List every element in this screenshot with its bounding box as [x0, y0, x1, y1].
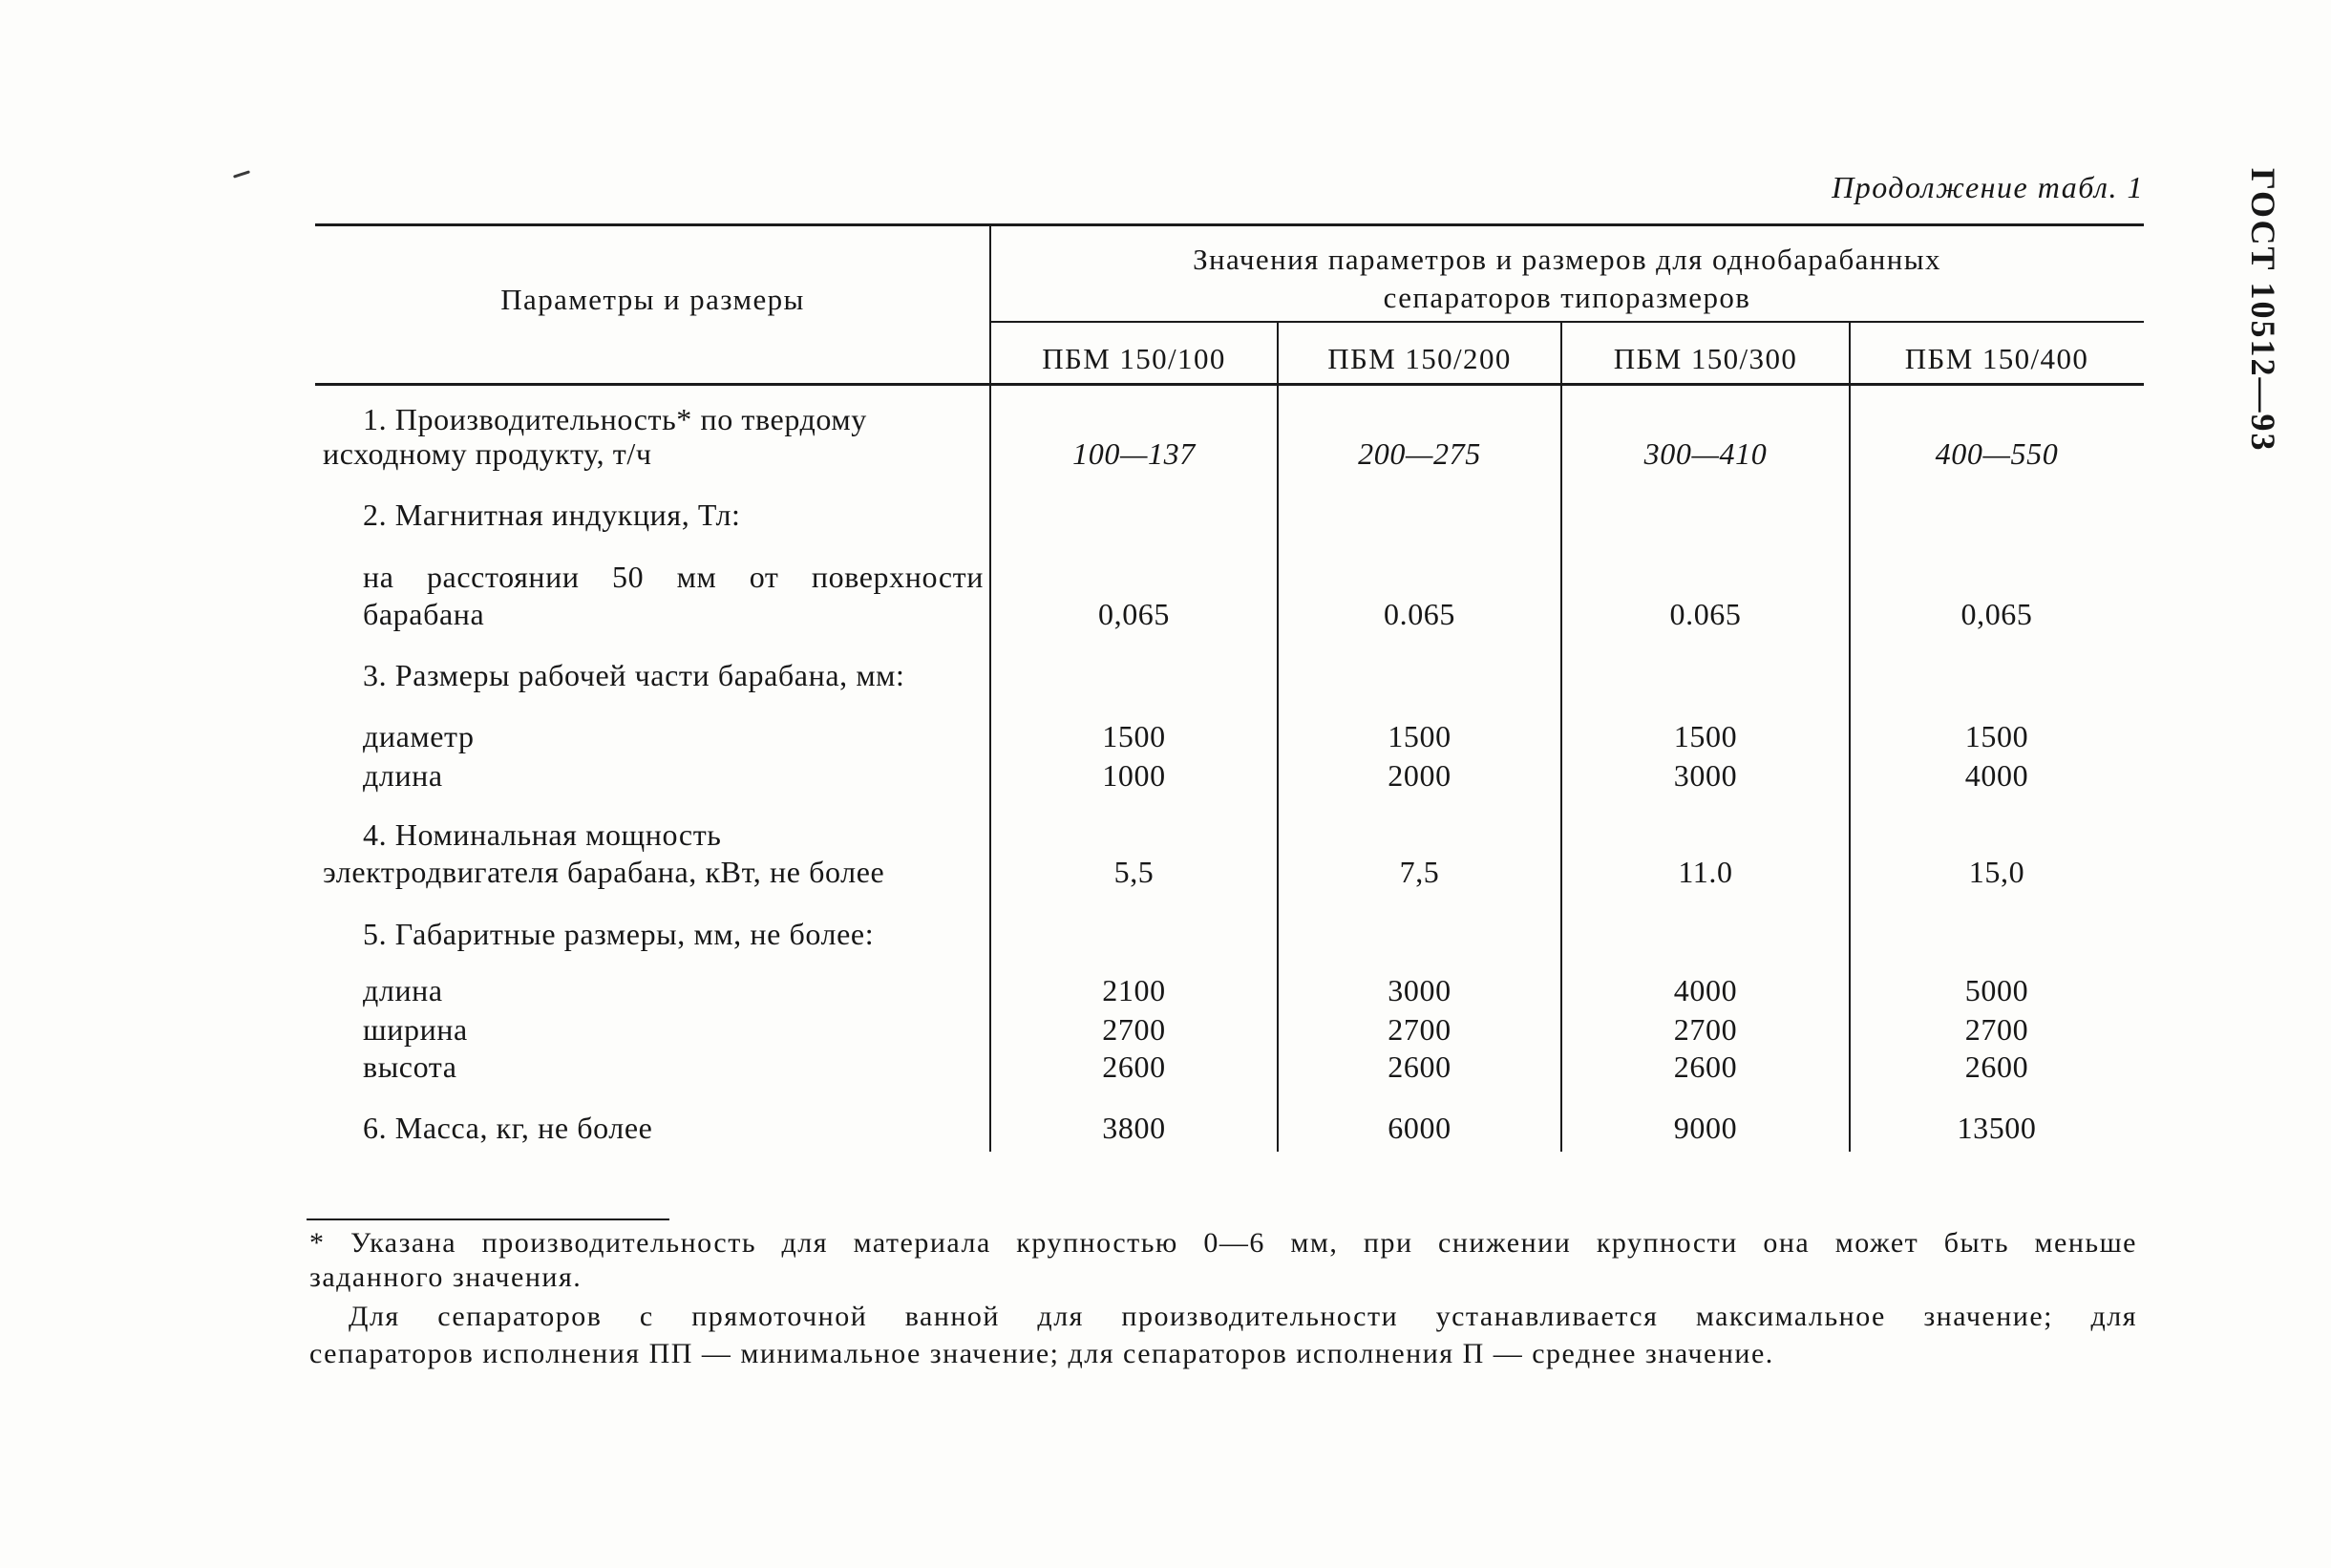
standard-number-side-label: ГОСТ 10512—93	[2244, 168, 2282, 453]
table-row	[0, 497, 2331, 533]
table-row	[0, 596, 2331, 632]
param-label: на расстоянии 50 мм от поверхности	[363, 560, 984, 594]
footnote-extra-line: сепараторов исполнения ПП — минимальное значение; для сепараторов исполнения П — среднее значение.	[309, 1338, 1774, 1369]
param-label: исходному продукту, т/ч	[323, 436, 652, 471]
cell-pbm-150-100: 1500	[1102, 719, 1166, 753]
cell-pbm-150-200: 1500	[1388, 719, 1452, 753]
cell-pbm-150-300: 2700	[1673, 1012, 1738, 1047]
cell-pbm-150-200: 0.065	[1384, 597, 1455, 631]
cell-pbm-150-100: 3800	[1102, 1111, 1166, 1145]
footnote-note-line: * Указана производительность для материала крупностью 0—6 мм, при снижении крупности она может быть меньше	[309, 1227, 2137, 1259]
table-row	[0, 718, 2331, 754]
cell-pbm-150-200: 200—275	[1358, 436, 1481, 471]
cell-pbm-150-100: 2600	[1102, 1049, 1166, 1084]
cell-pbm-150-400: 2600	[1964, 1049, 2029, 1084]
cell-pbm-150-300: 0.065	[1669, 597, 1742, 631]
cell-pbm-150-100: 100—137	[1072, 436, 1196, 471]
footnote-separator	[307, 1218, 669, 1220]
continuation-label: Продолжение табл. 1	[1832, 170, 2144, 204]
param-label: длина	[363, 973, 443, 1007]
cell-pbm-150-300: 2600	[1673, 1049, 1738, 1084]
table-row	[0, 916, 2331, 952]
column-header-pbm-150-200: ПБМ 150/200	[1327, 342, 1512, 375]
table-row	[0, 972, 2331, 1008]
cell-pbm-150-100: 2700	[1102, 1012, 1166, 1047]
cell-pbm-150-400: 15,0	[1968, 855, 2025, 889]
param-label: электродвигателя барабана, кВт, не более	[323, 855, 885, 889]
cell-pbm-150-200: 7,5	[1399, 855, 1440, 889]
cell-pbm-150-300: 9000	[1673, 1111, 1738, 1145]
param-label: 5. Габаритные размеры, мм, не более:	[363, 917, 875, 951]
cell-pbm-150-200: 2600	[1388, 1049, 1452, 1084]
param-column-header: Параметры и размеры	[500, 283, 805, 316]
values-header-line-1: Значения параметров и размеров для однобарабанных	[1193, 243, 1941, 276]
cell-pbm-150-300: 4000	[1673, 973, 1738, 1007]
column-header-pbm-150-400: ПБМ 150/400	[1904, 342, 2089, 375]
param-label: 6. Масса, кг, не более	[363, 1111, 653, 1145]
table-row	[0, 657, 2331, 693]
cell-pbm-150-400: 400—550	[1935, 436, 2059, 471]
cell-pbm-150-300: 11.0	[1678, 855, 1733, 889]
param-label: 1. Производительность* по твердому	[363, 402, 867, 436]
table-row	[0, 816, 2331, 853]
cell-pbm-150-100: 0,065	[1098, 597, 1170, 631]
param-label: барабана	[363, 597, 485, 631]
table-row	[0, 1049, 2331, 1085]
table-row	[0, 757, 2331, 794]
param-label: 4. Номинальная мощность	[363, 817, 722, 852]
cell-pbm-150-400: 0,065	[1960, 597, 2033, 631]
param-label: диаметр	[363, 719, 475, 753]
cell-pbm-150-100: 1000	[1102, 758, 1166, 793]
cell-pbm-150-200: 2700	[1388, 1012, 1452, 1047]
table-row	[0, 854, 2331, 890]
cell-pbm-150-400: 4000	[1964, 758, 2029, 793]
cell-pbm-150-200: 3000	[1388, 973, 1452, 1007]
merged-header-divider	[990, 321, 2144, 323]
cell-pbm-150-100: 2100	[1102, 973, 1166, 1007]
scan-speck	[233, 170, 250, 178]
table-top-border	[315, 223, 2144, 226]
table-row	[0, 1011, 2331, 1048]
cell-pbm-150-200: 2000	[1388, 758, 1452, 793]
cell-pbm-150-200: 6000	[1388, 1111, 1452, 1145]
param-label: длина	[363, 758, 443, 793]
cell-pbm-150-300: 300—410	[1643, 436, 1768, 471]
header-bottom-border	[315, 383, 2144, 386]
param-label: высота	[363, 1049, 457, 1084]
cell-pbm-150-300: 1500	[1673, 719, 1738, 753]
footnote-note-line: заданного значения.	[309, 1261, 583, 1293]
param-label: ширина	[363, 1012, 468, 1047]
values-header-line-2: сепараторов типоразмеров	[1383, 281, 1751, 314]
cell-pbm-150-300: 3000	[1673, 758, 1738, 793]
cell-pbm-150-100: 5,5	[1113, 855, 1155, 889]
param-label: 2. Магнитная индукция, Тл:	[363, 498, 741, 532]
param-label: 3. Размеры рабочей части барабана, мм:	[363, 658, 905, 692]
column-header-pbm-150-300: ПБМ 150/300	[1613, 342, 1798, 375]
table-row	[0, 435, 2331, 472]
cell-pbm-150-400: 5000	[1964, 973, 2029, 1007]
cell-pbm-150-400: 1500	[1964, 719, 2029, 753]
column-header-pbm-150-100: ПБМ 150/100	[1042, 342, 1226, 375]
cell-pbm-150-400: 2700	[1964, 1012, 2029, 1047]
footnote-extra-line: Для сепараторов с прямоточной ванной для производительности устанавливается максимальное значение; для	[349, 1301, 2137, 1332]
table-row	[0, 1110, 2331, 1146]
table-row	[0, 559, 2331, 595]
table-row	[0, 401, 2331, 437]
cell-pbm-150-400: 13500	[1957, 1111, 2037, 1145]
